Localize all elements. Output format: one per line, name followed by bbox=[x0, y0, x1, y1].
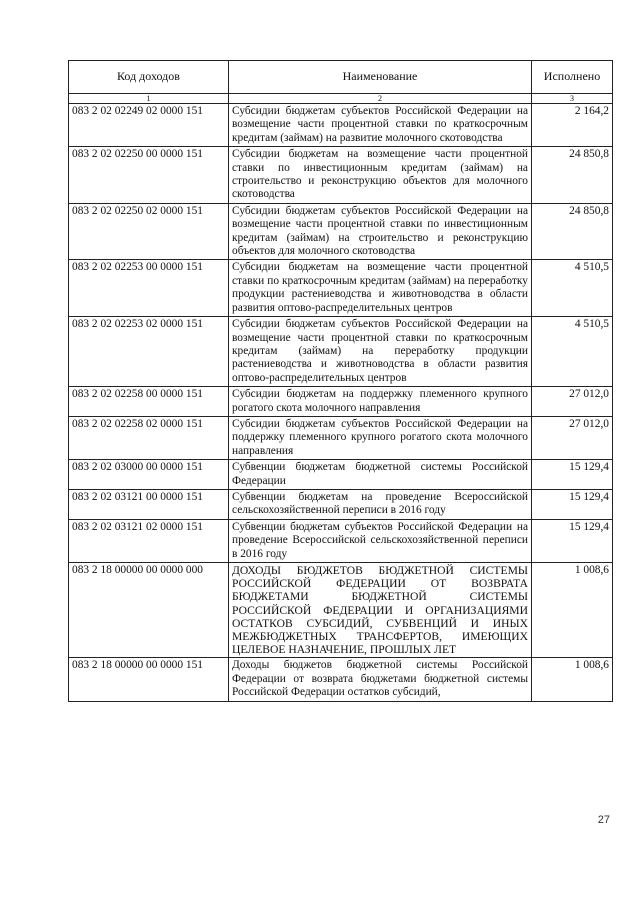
revenue-code: 083 2 02 02258 00 0000 151 bbox=[69, 387, 229, 417]
column-number: 3 bbox=[532, 94, 613, 104]
revenue-name: Субсидии бюджетам субъектов Российской Федерации на поддержку племенного крупного рогатого скота молочного направления bbox=[229, 416, 532, 459]
revenue-name: Субсидии бюджетам на поддержку племенного крупного рогатого скота молочного направления bbox=[229, 387, 532, 417]
revenue-name: Субсидии бюджетам субъектов Российской Федерации на возмещение части процентной ставки по инвестиционным кредитам (займам) на строительство и реконструкцию объектов для молочного скотоводства bbox=[229, 203, 532, 260]
revenue-code: 083 2 18 00000 00 0000 151 bbox=[69, 658, 229, 701]
revenue-code: 083 2 02 02250 00 0000 151 bbox=[69, 147, 229, 204]
revenue-name: Субсидии бюджетам субъектов Российской Федерации на возмещение части процентной ставки по краткосрочным кредитам (займам) на переработку продукции растениеводства и животноводства в области развития оптово-распределительных центров bbox=[229, 317, 532, 387]
revenue-code: 083 2 02 03000 00 0000 151 bbox=[69, 460, 229, 490]
header-executed: Исполнено bbox=[532, 61, 613, 94]
executed-value: 15 129,4 bbox=[532, 460, 613, 490]
revenue-name: Субвенции бюджетам на проведение Всероссийской сельскохозяйственной переписи в 2016 году bbox=[229, 489, 532, 519]
revenue-code: 083 2 18 00000 00 0000 000 bbox=[69, 563, 229, 658]
table-row bbox=[69, 203, 613, 260]
table-row bbox=[69, 563, 613, 658]
executed-value: 15 129,4 bbox=[532, 489, 613, 519]
revenue-code: 083 2 02 03121 02 0000 151 bbox=[69, 519, 229, 562]
table-row bbox=[69, 104, 613, 147]
header-code: Код доходов bbox=[69, 61, 229, 94]
executed-value: 24 850,8 bbox=[532, 203, 613, 260]
executed-value: 1 008,6 bbox=[532, 563, 613, 658]
revenue-name: ДОХОДЫ БЮДЖЕТОВ БЮДЖЕТНОЙ СИСТЕМЫ РОССИЙСКОЙ ФЕДЕРАЦИИ ОТ ВОЗВРАТА БЮДЖЕТАМИ БЮДЖЕТНОЙ СИСТЕМЫ РОССИЙСКОЙ ФЕДЕРАЦИИ И ОРГАНИЗАЦИЯМИ ОСТАТКОВ СУБСИДИЙ, СУБВЕНЦИЙ И ИНЫХ МЕЖБЮДЖЕТНЫХ ТРАНСФЕРТОВ, ИМЕЮЩИХ ЦЕЛЕВОЕ НАЗНАЧЕНИЕ, ПРОШЛЫХ ЛЕТ bbox=[229, 563, 532, 658]
executed-value: 15 129,4 bbox=[532, 519, 613, 562]
executed-value: 24 850,8 bbox=[532, 147, 613, 204]
revenue-name: Субсидии бюджетам субъектов Российской Федерации на возмещение части процентной ставки по краткосрочным кредитам (займам) на развитие молочного скотоводства bbox=[229, 104, 532, 147]
table-header-row bbox=[69, 61, 613, 94]
executed-value: 27 012,0 bbox=[532, 387, 613, 417]
page-number: 27 bbox=[597, 814, 610, 826]
header-name: Наименование bbox=[229, 61, 532, 94]
table-row bbox=[69, 317, 613, 387]
revenue-name: Доходы бюджетов бюджетной системы Российской Федерации от возврата бюджетами бюджетной системы Российской Федерации остатков субсидий, bbox=[229, 658, 532, 701]
revenue-code: 083 2 02 02250 02 0000 151 bbox=[69, 203, 229, 260]
revenue-code: 083 2 02 02253 00 0000 151 bbox=[69, 260, 229, 317]
revenue-code: 083 2 02 02253 02 0000 151 bbox=[69, 317, 229, 387]
revenue-table bbox=[68, 60, 613, 702]
revenue-code: 083 2 02 02249 02 0000 151 bbox=[69, 104, 229, 147]
revenue-name: Субсидии бюджетам на возмещение части процентной ставки по краткосрочным кредитам (займам) на переработку продукции растениеводства и животноводства в области развития оптово-распределительных центров bbox=[229, 260, 532, 317]
executed-value: 4 510,5 bbox=[532, 317, 613, 387]
executed-value: 2 164,2 bbox=[532, 104, 613, 147]
table-row bbox=[69, 489, 613, 519]
table-row bbox=[69, 260, 613, 317]
table-row bbox=[69, 416, 613, 459]
revenue-name: Субсидии бюджетам на возмещение части процентной ставки по инвестиционным кредитам (займам) на строительство и реконструкцию объектов для молочного скотоводства bbox=[229, 147, 532, 204]
executed-value: 27 012,0 bbox=[532, 416, 613, 459]
executed-value: 1 008,6 bbox=[532, 658, 613, 701]
column-number: 2 bbox=[229, 94, 532, 104]
revenue-name: Субвенции бюджетам субъектов Российской Федерации на проведение Всероссийской сельскохозяйственной переписи в 2016 году bbox=[229, 519, 532, 562]
table-row bbox=[69, 460, 613, 490]
executed-value: 4 510,5 bbox=[532, 260, 613, 317]
revenue-name: Субвенции бюджетам бюджетной системы Российской Федерации bbox=[229, 460, 532, 490]
revenue-code: 083 2 02 02258 02 0000 151 bbox=[69, 416, 229, 459]
column-number-row bbox=[69, 94, 613, 104]
table-row bbox=[69, 387, 613, 417]
column-number: 1 bbox=[69, 94, 229, 104]
revenue-code: 083 2 02 03121 00 0000 151 bbox=[69, 489, 229, 519]
table-row bbox=[69, 519, 613, 562]
table-row bbox=[69, 147, 613, 204]
table-row bbox=[69, 658, 613, 701]
